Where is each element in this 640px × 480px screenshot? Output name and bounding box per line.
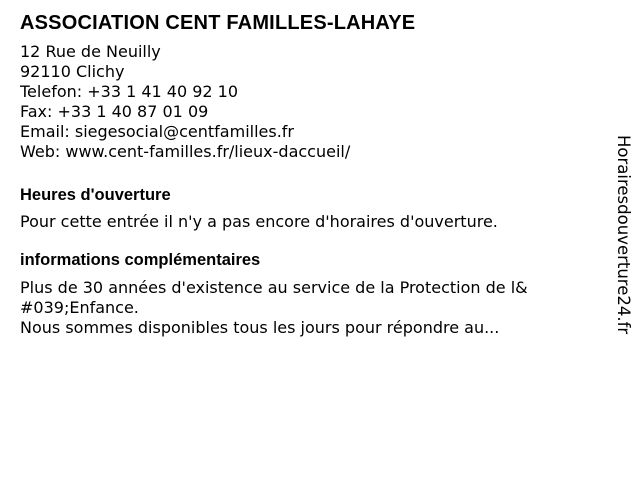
additional-info-line: Nous sommes disponibles tous les jours pour répondre au... (20, 318, 500, 337)
organization-name: ASSOCIATION CENT FAMILLES-LAHAYE (20, 12, 416, 34)
opening-hours-heading: Heures d'ouverture (20, 186, 171, 204)
street-address: 12 Rue de Neuilly (20, 42, 161, 61)
business-card (20, 10, 600, 338)
additional-info-heading: informations complémentaires (20, 251, 261, 269)
site-watermark: Horairesdouverture24.fr (614, 135, 633, 335)
city-address: 92110 Clichy (20, 62, 125, 81)
additional-info-line: #039;Enfance. (20, 298, 139, 317)
phone-number: Telefon: +33 1 41 40 92 10 (20, 82, 239, 101)
email-address: Email: siegesocial@centfamilles.fr (20, 122, 294, 141)
opening-hours-text: Pour cette entrée il n'y a pas encore d'horaires d'ouverture. (20, 212, 498, 231)
address-block (20, 42, 600, 162)
additional-info-line: Plus de 30 années d'existence au service de la Protection de l& (20, 278, 528, 297)
website-address: Web: www.cent-familles.fr/lieux-daccueil/ (20, 142, 351, 161)
fax-number: Fax: +33 1 40 87 01 09 (20, 102, 209, 121)
additional-info-text (20, 278, 600, 338)
